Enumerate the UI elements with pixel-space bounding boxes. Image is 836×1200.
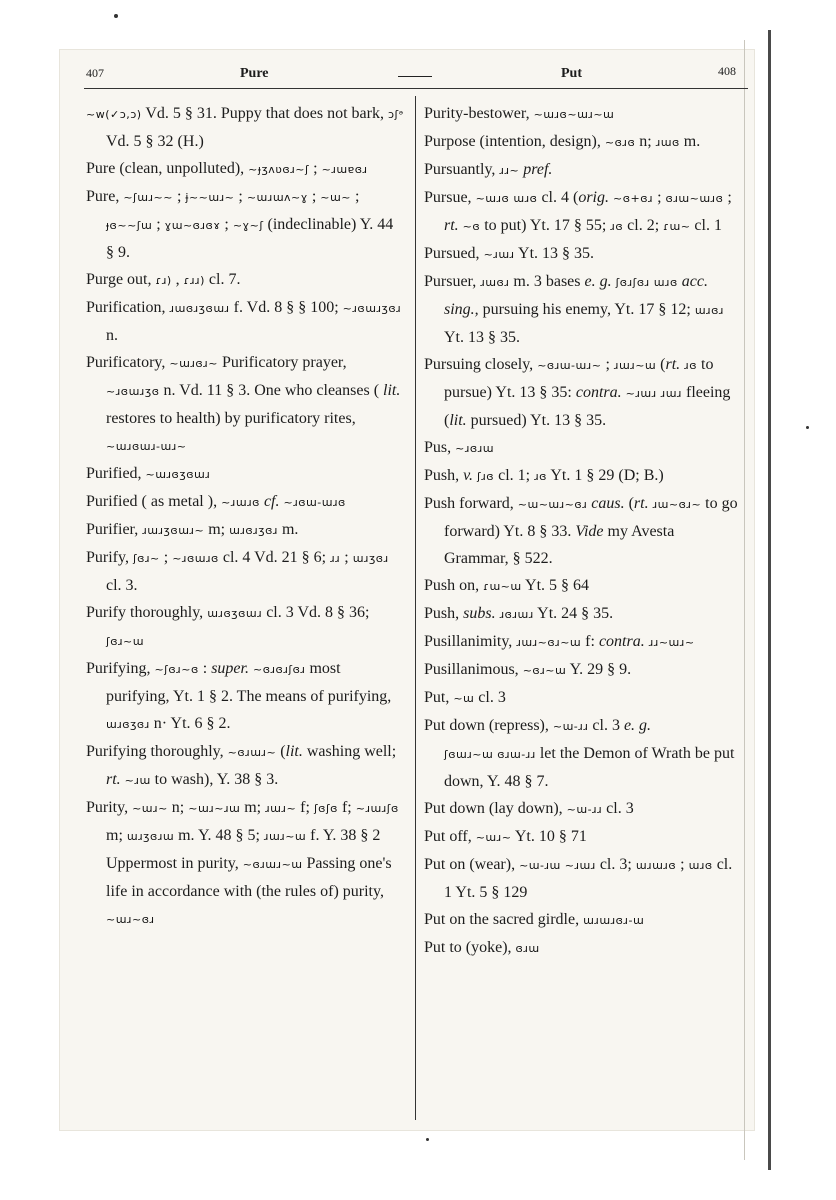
dictionary-entry bbox=[424, 851, 742, 906]
italic-abbrev: e. g. bbox=[623, 717, 652, 734]
italic-abbrev: rt. bbox=[665, 356, 681, 373]
entry-text: ( bbox=[624, 495, 634, 512]
entry-text: cl. 1 Yt. 5 § 129 bbox=[444, 856, 733, 901]
entry-text: ; bbox=[172, 188, 186, 205]
avestan-word: ~ʃɯɹ~~ bbox=[123, 191, 173, 204]
dictionary-entry bbox=[86, 655, 404, 738]
dictionary-entry bbox=[424, 128, 742, 156]
entry-text: cl. 3; bbox=[595, 856, 636, 873]
dictionary-entry bbox=[86, 266, 404, 294]
italic-abbrev: cf. bbox=[263, 493, 280, 510]
avestan-word: ɞɹɯ bbox=[515, 942, 540, 955]
entry-text: cl. 3 bbox=[602, 800, 634, 817]
entry-text: most purifying, Yt. 1 § 2. The means of purifying, bbox=[106, 660, 392, 705]
entry-text: cl. 1; bbox=[494, 467, 535, 484]
avestan-word: ɹɯɹ~ɯ bbox=[263, 830, 307, 843]
entry-text: ; bbox=[653, 189, 666, 206]
dictionary-entry bbox=[86, 738, 404, 794]
entry-text: ; bbox=[723, 189, 732, 206]
avestan-word: ɹɯɹ~ bbox=[265, 802, 297, 815]
avestan-word: ɹɯɹ~ɞɹ~ɯ bbox=[516, 636, 582, 649]
avestan-word: ~ɹɯɹ bbox=[564, 859, 596, 872]
dictionary-entry bbox=[424, 462, 742, 490]
entry-text: Put on (wear), bbox=[424, 856, 520, 873]
dictionary-entry bbox=[424, 656, 742, 684]
header-dash bbox=[398, 76, 432, 77]
italic-abbrev: contra. bbox=[575, 384, 622, 401]
entry-text: Put, bbox=[424, 689, 454, 706]
dictionary-entry bbox=[86, 294, 404, 349]
avestan-word: ɹɯɞɹ bbox=[480, 276, 510, 289]
entry-text: n. Vd. 11 § 3. One who cleanses ( bbox=[159, 382, 384, 399]
avestan-word: ~w(✓ɔ,ↄ) bbox=[86, 108, 142, 121]
entry-text: Vd. 5 § 32 (H.) bbox=[106, 133, 204, 150]
entry-text: cl. 4 ( bbox=[537, 189, 579, 206]
entry-text: to pursue) Yt. 13 § 35: bbox=[444, 356, 714, 401]
right-column bbox=[424, 100, 742, 962]
avestan-word: ~ɞ bbox=[462, 220, 481, 233]
entry-text: washing well; bbox=[302, 743, 397, 760]
avestan-word: ɹɯɞ bbox=[655, 136, 680, 149]
avestan-word: ʃɞɹ~ bbox=[132, 552, 160, 565]
avestan-word: ɟɞ~~ʃɯ bbox=[106, 219, 153, 232]
entry-text: f; bbox=[337, 799, 356, 816]
avestan-word: ~ɞɹɞɹʃɞɹ bbox=[252, 663, 306, 676]
entry-text: ; bbox=[676, 856, 689, 873]
dictionary-entry bbox=[86, 516, 404, 544]
entry-text: Push, bbox=[424, 605, 464, 622]
dictionary-entry bbox=[424, 490, 742, 572]
entry-text: Yt. 13 § 35. bbox=[514, 245, 595, 262]
ink-speck bbox=[114, 14, 118, 18]
ink-speck bbox=[426, 1138, 429, 1141]
avestan-word: ɾɹɹ) bbox=[183, 274, 205, 287]
entry-text: ; bbox=[307, 188, 321, 205]
entry-text: Purificatory, bbox=[86, 354, 170, 371]
avestan-word: ɯɹɞʒɞɯɹ bbox=[207, 607, 263, 620]
entry-text: cl. 3 bbox=[588, 717, 624, 734]
italic-abbrev: caus. bbox=[591, 495, 625, 512]
header-rule bbox=[84, 88, 748, 89]
dictionary-entry bbox=[424, 434, 742, 462]
entry-text: Purpose (intention, design), bbox=[424, 133, 605, 150]
italic-abbrev: v. bbox=[463, 467, 474, 484]
entry-text: Purificatory prayer, bbox=[217, 354, 347, 371]
dictionary-entry bbox=[86, 488, 404, 516]
avestan-word: ɾɯ~ bbox=[663, 220, 691, 233]
entry-text: m; bbox=[106, 827, 127, 844]
entry-text: Pursued, bbox=[424, 245, 484, 262]
ink-speck bbox=[806, 426, 809, 429]
entry-text: my Avesta Grammar, § 522. bbox=[444, 523, 675, 567]
entry-text: cl. 3 Vd. 8 § 36; bbox=[262, 604, 370, 621]
dictionary-entry bbox=[424, 823, 742, 851]
avestan-word: ɹɯɞɹʒɞɯɹ bbox=[169, 302, 230, 315]
avestan-word: ɣɯ~ɞɹɞɤ bbox=[164, 219, 221, 232]
entry-text: ( bbox=[276, 743, 286, 760]
avestan-word: ~ɯ~ɯɹ~ɞɹ bbox=[517, 498, 588, 511]
entry-text: m. bbox=[679, 133, 701, 150]
avestan-word: ~ɞɹɯɹ~ bbox=[227, 746, 277, 759]
entry-text: m. 3 bases bbox=[509, 273, 585, 290]
avestan-word: ɉ~~ɯɹ~ bbox=[185, 191, 235, 204]
avestan-word: ~ɞɹɯ-ɯɹ~ bbox=[537, 359, 602, 372]
dictionary-entry bbox=[86, 155, 404, 183]
page-gutter-shadow bbox=[744, 40, 745, 1160]
binding-edge bbox=[768, 30, 771, 1170]
entry-text: ; bbox=[309, 160, 322, 177]
avestan-word: ʃɞɯɹ~ɯ ɞɹɯ-ɹɹ bbox=[444, 748, 536, 761]
page-number-left: 407 bbox=[86, 66, 104, 80]
dictionary-entry bbox=[86, 794, 404, 933]
entry-text: ; bbox=[159, 549, 173, 566]
avestan-word: ɹɯ~ɞɹ~ bbox=[652, 498, 702, 511]
avestan-word: ~ʃɞɹ~ɞ bbox=[154, 663, 199, 676]
entry-text: Purified ( as metal ), bbox=[86, 493, 222, 510]
avestan-word: ɯɹɞɹʒɞɹ bbox=[229, 524, 278, 537]
entry-text: Purified, bbox=[86, 465, 146, 482]
avestan-word: ɯɹɞɹ bbox=[694, 304, 724, 317]
entry-text: n· Yt. 6 § 2. bbox=[149, 715, 231, 732]
entry-text: f; bbox=[296, 799, 314, 816]
italic-abbrev: super. bbox=[211, 660, 249, 677]
avestan-word: ~ɹɞɯɹʒɞɹ bbox=[342, 302, 402, 315]
guide-word-right: Put bbox=[561, 66, 582, 81]
avestan-word: ~ɣ~ʃ bbox=[232, 219, 264, 232]
avestan-word: ɯɹʒɞɹɯ bbox=[126, 830, 175, 843]
avestan-word: ~ɹɯɐɞɹ bbox=[321, 163, 368, 176]
entry-text: m; bbox=[204, 521, 230, 538]
entry-text: Purge out, bbox=[86, 271, 156, 288]
italic-abbrev: orig. bbox=[578, 189, 609, 206]
entry-text: cl. 4 Vd. 21 § 6; bbox=[218, 549, 331, 566]
dictionary-entry bbox=[86, 544, 404, 599]
entry-text: f. Y. 38 § 2 Uppermost in purity, bbox=[106, 827, 381, 872]
entry-text: Purifying, bbox=[86, 660, 155, 677]
entry-text: Purifying thoroughly, bbox=[86, 743, 228, 760]
entry-text: restores to health) by purificatory rites, bbox=[106, 410, 356, 427]
avestan-word: ~ɹɯɹ ɹɯɹ bbox=[625, 387, 682, 400]
entry-text: : bbox=[198, 660, 212, 677]
entry-text: cl. 7. bbox=[204, 271, 241, 288]
entry-text: Purity, bbox=[86, 799, 133, 816]
dictionary-entry bbox=[424, 268, 742, 351]
avestan-word: ~ɹɯ bbox=[124, 774, 151, 787]
entry-text: n. bbox=[106, 327, 118, 344]
entry-text: ; bbox=[234, 188, 247, 205]
entry-text: Pure, bbox=[86, 188, 124, 205]
entry-text: fleeing ( bbox=[444, 384, 731, 429]
guide-word-left: Pure bbox=[240, 66, 269, 81]
avestan-word: ɹɞ bbox=[534, 470, 547, 483]
dictionary-entry bbox=[424, 934, 742, 962]
avestan-word: ~ɹɯɹɞ bbox=[221, 496, 260, 509]
entry-text: m. bbox=[277, 521, 299, 538]
dictionary-entry bbox=[424, 712, 742, 795]
avestan-word: ɹɞ bbox=[684, 359, 698, 372]
entry-text: Purify thoroughly, bbox=[86, 604, 208, 621]
entry-text: n; bbox=[167, 799, 189, 816]
italic-abbrev: rt. bbox=[444, 217, 459, 234]
entry-text: Purifier, bbox=[86, 521, 143, 538]
entry-text: Purify, bbox=[86, 549, 133, 566]
entry-text: Pusillanimous, bbox=[424, 661, 523, 678]
avestan-word: ↄʃᵊ bbox=[387, 108, 404, 121]
entry-text: f. Vd. 8 § § 100; bbox=[229, 299, 343, 316]
avestan-word: ɹɯɹʒɞɯɹ~ bbox=[142, 524, 205, 537]
avestan-word: ʃɞɹʃɞɹ ɯɹɞ bbox=[615, 276, 678, 289]
entry-text: Pursuantly, bbox=[424, 161, 500, 178]
entry-text: let the Demon of Wrath be put down, Y. 48 § 7. bbox=[444, 745, 735, 790]
avestan-word: ɹɯɹ~ɯ bbox=[613, 359, 657, 372]
avestan-word: ~ɯ-ɹɹ bbox=[566, 803, 603, 816]
entry-text: cl. 1 bbox=[690, 217, 722, 234]
entry-text: (indeclinable) Y. 44 § 9. bbox=[106, 216, 394, 261]
avestan-word: ~ɞɹɞ bbox=[604, 136, 636, 149]
avestan-word: ~ɯɹɞʒɞɯɹ bbox=[145, 468, 211, 481]
avestan-word: ~ɯ-ɹɯ bbox=[519, 859, 561, 872]
avestan-word: ɯɹɞ bbox=[688, 859, 713, 872]
entry-text: ; bbox=[340, 549, 353, 566]
entry-text: cl. 2; bbox=[623, 217, 664, 234]
dictionary-entry bbox=[424, 100, 742, 128]
dictionary-entry bbox=[424, 240, 742, 268]
entry-text: Yt. 13 § 35. bbox=[444, 329, 520, 346]
entry-text: n; bbox=[635, 133, 656, 150]
entry-text: ; bbox=[220, 216, 233, 233]
avestan-word: ~ɯɹ~ɞɹ bbox=[106, 913, 155, 926]
dictionary-entry bbox=[424, 156, 742, 184]
italic-abbrev: contra. bbox=[598, 633, 645, 650]
italic-abbrev: pref. bbox=[523, 161, 553, 178]
avestan-word: ɯɹɯɹɞ bbox=[635, 859, 677, 872]
dictionary-entry bbox=[424, 572, 742, 600]
dictionary-entry bbox=[424, 684, 742, 712]
avestan-word: ~ɹɞɹɯ bbox=[455, 442, 494, 455]
italic-abbrev: subs. bbox=[463, 605, 496, 622]
entry-text: Push forward, bbox=[424, 495, 518, 512]
italic-abbrev: acc. sing., bbox=[444, 273, 708, 318]
entry-text: pursuing his enemy, Yt. 17 § 12; bbox=[478, 301, 695, 318]
entry-text: Purity-bestower, bbox=[424, 105, 534, 122]
dictionary-entry bbox=[86, 183, 404, 266]
entry-text: m; bbox=[240, 799, 266, 816]
entry-text: cl. 3 bbox=[474, 689, 506, 706]
entry-text: Pus, bbox=[424, 439, 456, 456]
entry-text: , bbox=[171, 271, 184, 288]
avestan-word: ~ɯɹɞ~ɯɹ~ɯ bbox=[533, 108, 615, 121]
entry-text: Pursuer, bbox=[424, 273, 481, 290]
dictionary-entry bbox=[424, 795, 742, 823]
italic-abbrev: lit. bbox=[383, 382, 401, 399]
entry-text: to go forward) Yt. 8 § 33. bbox=[444, 495, 738, 540]
avestan-word: ~ɹɯɹʃɞ bbox=[355, 802, 399, 815]
entry-text: Pursuing closely, bbox=[424, 356, 538, 373]
entry-text: Put off, bbox=[424, 828, 476, 845]
avestan-word: ~ɞ+ɞɹ bbox=[612, 192, 654, 205]
entry-text: Y. 29 § 9. bbox=[566, 661, 632, 678]
entry-text: Pusillanimity, bbox=[424, 633, 517, 650]
avestan-word: ~ɹɞɯ-ɯɹɞ bbox=[283, 496, 346, 509]
avestan-word: ~ɞɹ~ɯ bbox=[522, 664, 567, 677]
dictionary-entry bbox=[424, 351, 742, 434]
avestan-word: ɹɹ bbox=[330, 552, 341, 565]
entry-text: Put down (lay down), bbox=[424, 800, 567, 817]
entry-text: f: bbox=[581, 633, 599, 650]
entry-text: Put to (yoke), bbox=[424, 939, 516, 956]
dictionary-entry bbox=[86, 349, 404, 460]
avestan-word: ~ɯ~ bbox=[320, 191, 351, 204]
avestan-word: ɾɹ) bbox=[155, 274, 172, 287]
italic-abbrev: lit. bbox=[285, 743, 303, 760]
avestan-word: ~ɯɹɞ ɯɹɞ bbox=[475, 192, 538, 205]
dictionary-entry bbox=[424, 600, 742, 628]
avestan-word: ʃɞɹ~ɯ bbox=[106, 635, 144, 648]
avestan-word: ɹɞɹɯɹ bbox=[499, 608, 534, 621]
entry-text: Passing one's life in accordance with (the rules of) purity, bbox=[106, 855, 392, 900]
avestan-word: ~ɯ bbox=[453, 692, 475, 705]
avestan-word: ~ɯɹ~ bbox=[132, 802, 168, 815]
avestan-word: ~ɯɹɞɹ~ bbox=[169, 357, 218, 370]
entry-text: to put) Yt. 17 § 55; bbox=[480, 217, 611, 234]
avestan-word: ɹɹ~ bbox=[499, 164, 520, 177]
avestan-word: ʃɞʃɞ bbox=[313, 802, 338, 815]
entry-text: Push on, bbox=[424, 577, 484, 594]
entry-text: pursued) Yt. 13 § 35. bbox=[466, 412, 607, 429]
entry-text: Yt. 10 § 71 bbox=[511, 828, 587, 845]
entry-text: cl. 3. bbox=[106, 577, 138, 594]
avestan-word: ʃɹɞ bbox=[477, 470, 495, 483]
column-divider bbox=[415, 96, 416, 1120]
dictionary-entry bbox=[86, 100, 404, 155]
italic-abbrev: rt. bbox=[633, 495, 649, 512]
avestan-word: ~ɯɹ~ bbox=[475, 831, 512, 844]
italic-abbrev: rt. bbox=[106, 771, 121, 788]
entry-text: Yt. 24 § 35. bbox=[533, 605, 614, 622]
avestan-word: ~ɹɯɹ bbox=[483, 248, 515, 261]
dictionary-entry bbox=[86, 599, 404, 655]
entry-text: ; bbox=[350, 188, 360, 205]
left-column bbox=[86, 100, 404, 933]
entry-text: Purification, bbox=[86, 299, 170, 316]
avestan-word: ɯɹɞʒɞɹ bbox=[106, 718, 150, 731]
entry-text: Pure (clean, unpolluted), bbox=[86, 160, 249, 177]
avestan-word: ɯɹɯɹɞɹ-ɯ bbox=[583, 914, 645, 927]
dictionary-entry bbox=[424, 906, 742, 934]
italic-abbrev: Vide bbox=[575, 523, 604, 540]
entry-text: Yt. 5 § 64 bbox=[521, 577, 590, 594]
entry-text: to wash), Y. 38 § 3. bbox=[150, 771, 279, 788]
dictionary-entry bbox=[424, 184, 742, 240]
avestan-word: ɹɞ bbox=[610, 220, 624, 233]
page-number-right: 408 bbox=[718, 64, 736, 78]
entry-text: Push, bbox=[424, 467, 464, 484]
entry-text: m. Y. 48 § 5; bbox=[174, 827, 264, 844]
italic-abbrev: e. g. bbox=[584, 273, 612, 290]
entry-text: ; bbox=[601, 356, 614, 373]
avestan-word: ɞɹɯ~ɯɹɞ bbox=[665, 192, 724, 205]
entry-text: Put on the sacred girdle, bbox=[424, 911, 584, 928]
avestan-word: ~ɞɹɯɹ~ɯ bbox=[242, 858, 303, 871]
avestan-word: ~ɯ-ɹɹ bbox=[552, 720, 589, 733]
entry-text: Vd. 5 § 31. Puppy that does not bark, bbox=[141, 105, 388, 122]
entry-text: Yt. 1 § 29 (D; B.) bbox=[546, 467, 664, 484]
italic-abbrev: lit. bbox=[449, 412, 467, 429]
avestan-word: ~ɹɞɯɹɞ bbox=[172, 552, 219, 565]
entry-text: Put down (repress), bbox=[424, 717, 553, 734]
entry-text: Pursue, bbox=[424, 189, 476, 206]
entry-text: ( bbox=[656, 356, 666, 373]
avestan-word: ~ɟʒʌʋɞɹ~ʃ bbox=[248, 163, 310, 176]
avestan-word: ~ɹɞɯɹʒɞ bbox=[106, 385, 160, 398]
dictionary-entry bbox=[86, 460, 404, 488]
avestan-word: ~ɯɹ~ɹɯ bbox=[188, 802, 241, 815]
avestan-word: ɯɹʒɞɹ bbox=[352, 552, 389, 565]
dictionary-entry bbox=[424, 628, 742, 656]
avestan-word: ɾɯ~ɯ bbox=[483, 580, 522, 593]
entry-text: ; bbox=[152, 216, 165, 233]
avestan-word: ~ɯɹɯʌ~ɣ bbox=[246, 191, 308, 204]
avestan-word: ɹɹ~ɯɹ~ bbox=[648, 636, 695, 649]
avestan-word: ~ɯɹɞɯɹ-ɯɹ~ bbox=[106, 440, 187, 453]
